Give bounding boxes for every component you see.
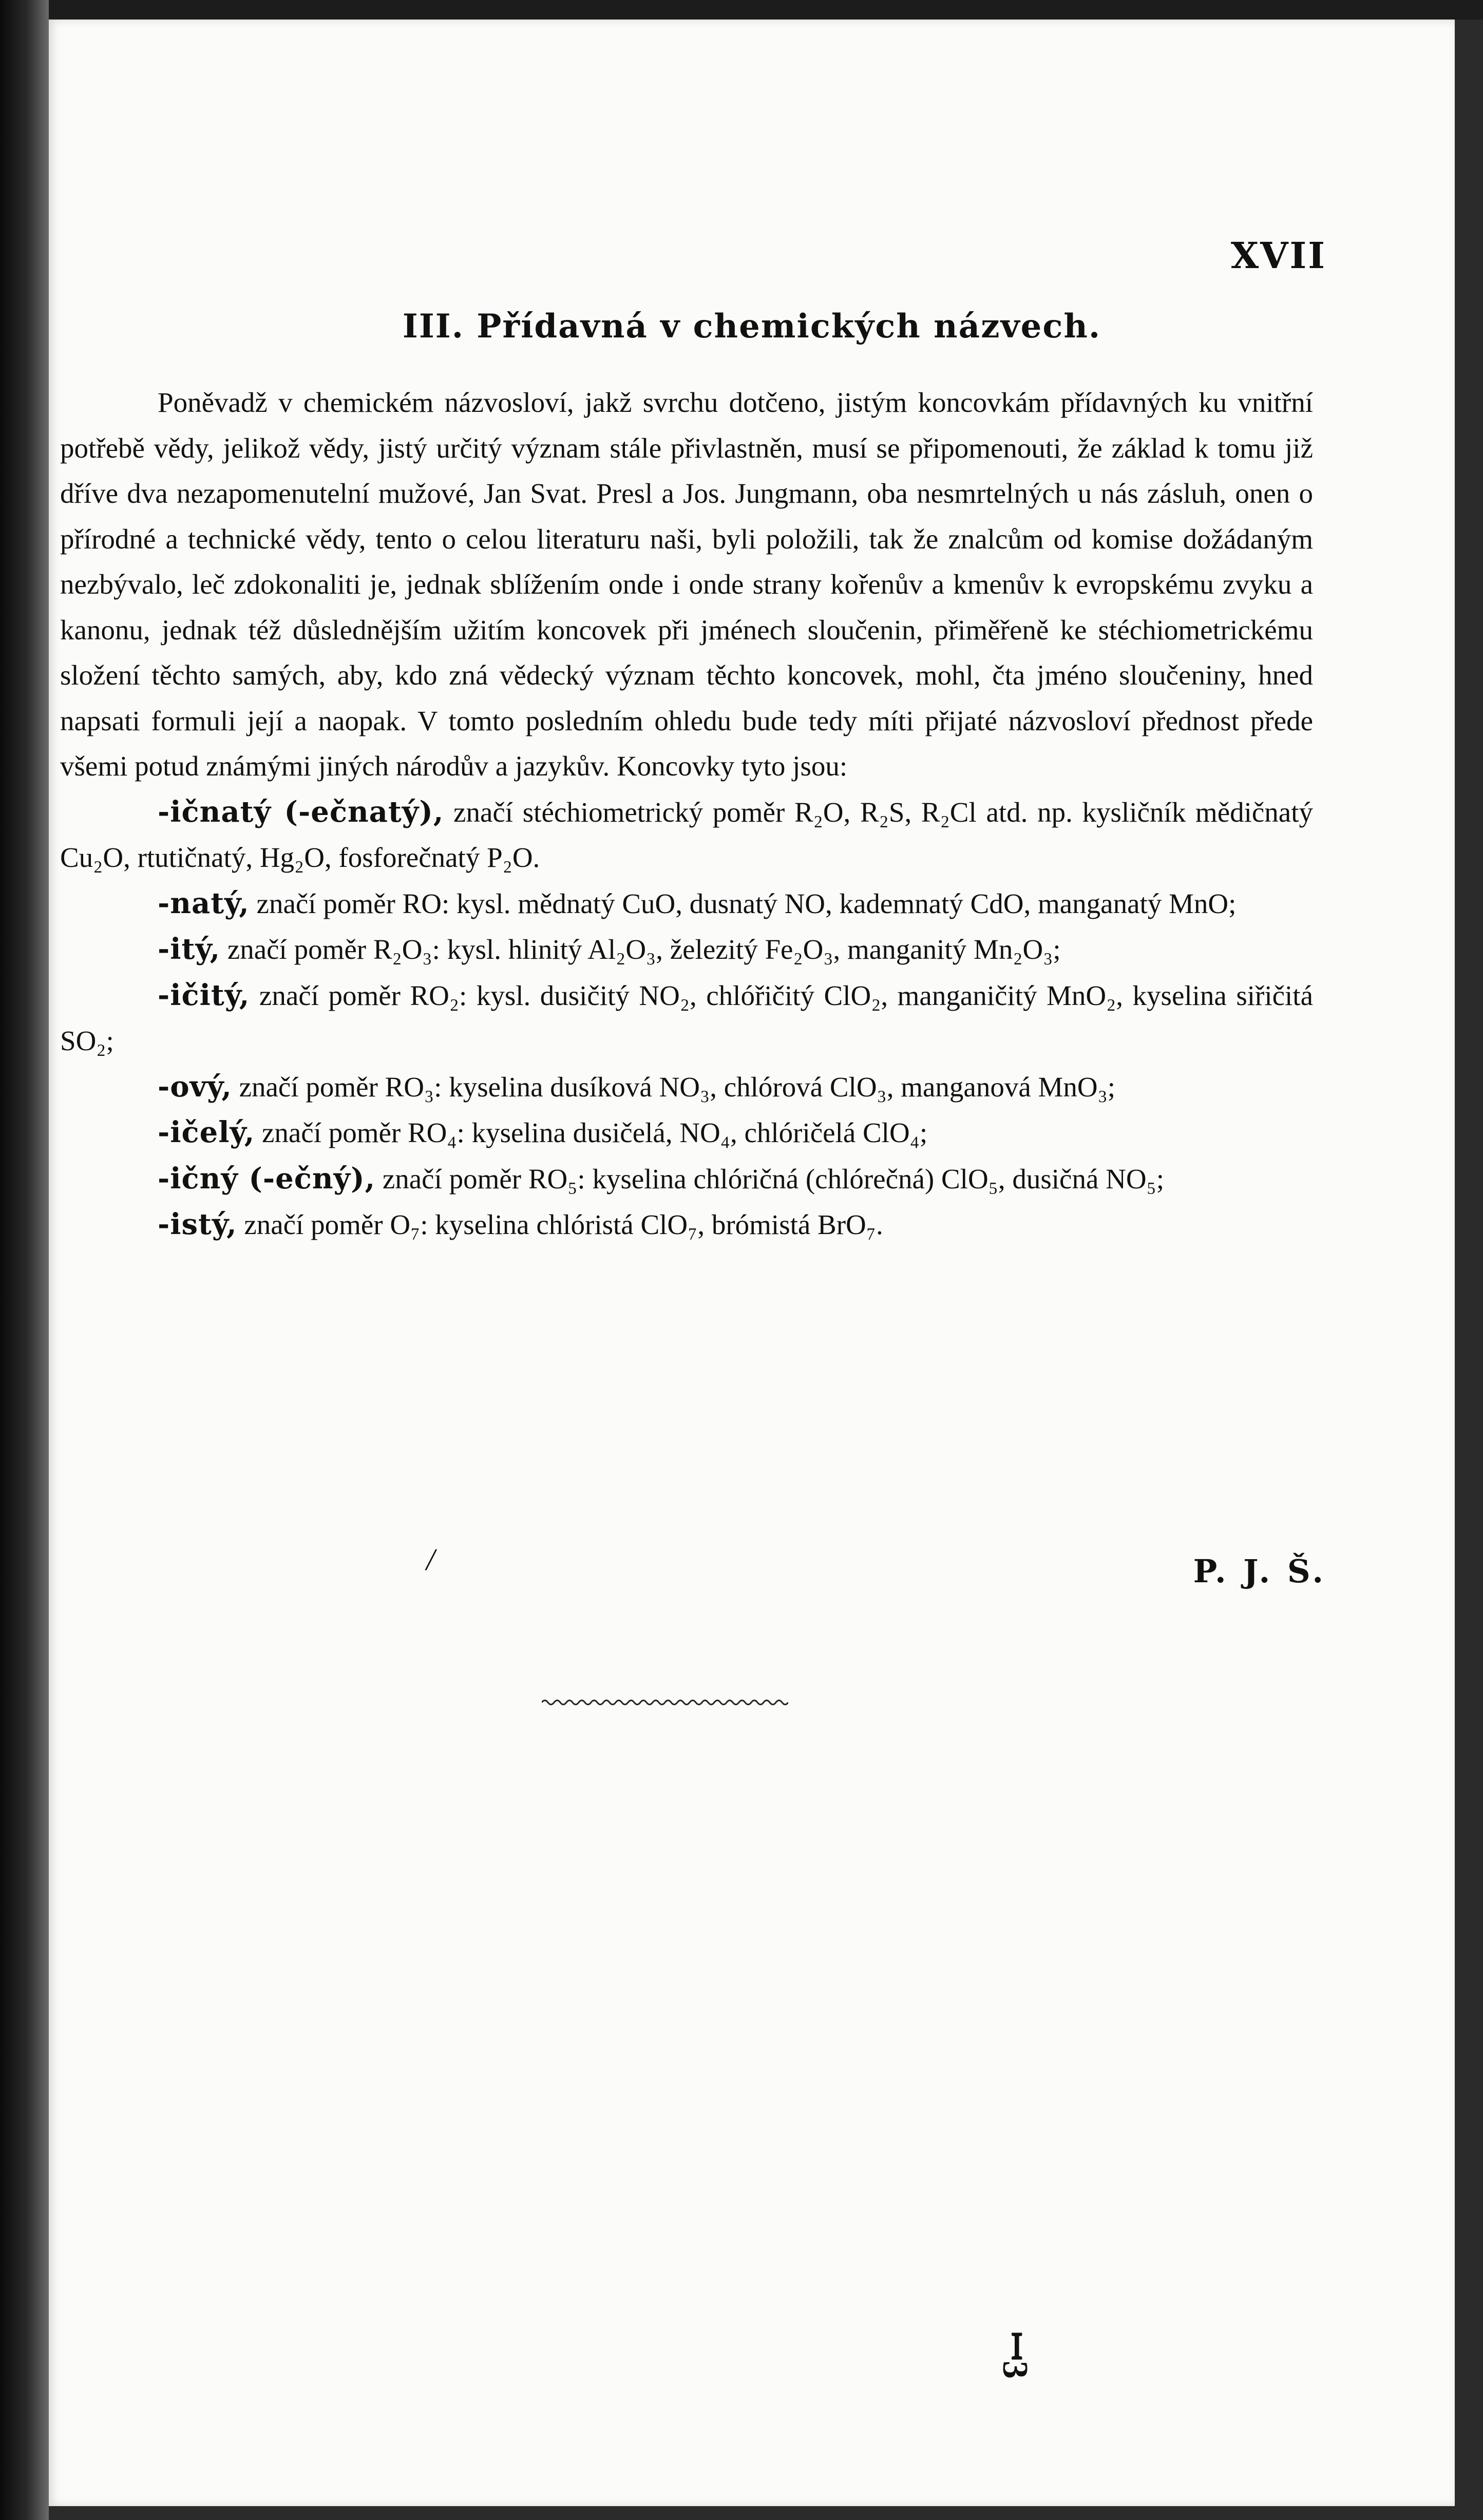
- page-number: XVII: [1230, 234, 1326, 277]
- scan-top-edge: [0, 0, 1483, 20]
- body-text: [60, 380, 1313, 1248]
- ending-suffix: -ový,: [158, 1069, 232, 1104]
- ending-entry: [60, 881, 1313, 927]
- ending-suffix: -ičný (-ečný),: [158, 1161, 376, 1196]
- author-signature: P. J. Š.: [1193, 1552, 1326, 1590]
- section-title: III. Přídavná v chemických názvech.: [402, 307, 1101, 346]
- ending-entry: [60, 1202, 1313, 1248]
- ending-suffix: -ičelý,: [158, 1115, 255, 1149]
- ending-entry: [60, 973, 1313, 1064]
- printer-signature-mark: ꟷ3: [995, 2332, 1035, 2379]
- ending-description: značí poměr O₇: kyselina chlóristá ClO₇, brómistá BrO₇.: [237, 1209, 883, 1240]
- ending-entry: [60, 789, 1313, 881]
- ending-entry: [60, 1064, 1313, 1110]
- ending-entry: [60, 926, 1313, 973]
- book-spine-shadow: [0, 0, 49, 2520]
- ending-description: značí poměr RO: kysl. mědnatý CuO, dusnatý NO, kademnatý CdO, manganatý MnO;: [249, 887, 1237, 919]
- ending-description: značí poměr RO₃: kyselina dusíková NO₃, chlórová ClO₃, manganová MnO₃;: [232, 1071, 1116, 1103]
- ending-description: značí poměr R₂O₃: kysl. hlinitý Al₂O₃, železitý Fe₂O₃, manganitý Mn₂O₃;: [220, 934, 1061, 965]
- ending-description: značí poměr RO₅: kyselina chlóričná (chlórečná) ClO₅, dusičná NO₅;: [375, 1163, 1164, 1195]
- ending-suffix: -istý,: [158, 1207, 237, 1241]
- ending-description: značí stéchiometrický poměr R₂O, R₂S, R₂Cl atd. np. kysličník mědičnatý Cu₂O, rtutičnatý, Hg₂O, fosforečnatý P₂O.: [60, 796, 1313, 873]
- document-page: [49, 20, 1455, 2506]
- ending-suffix: -ičitý,: [158, 978, 250, 1012]
- ending-description: značí poměr RO₂: kysl. dusičitý NO₂, chlóřičitý ClO₂, manganičitý MnO₂, kyselina siřičitá SO₂;: [60, 979, 1313, 1056]
- intro-paragraph: Poněvadž v chemickém názvosloví, jakž svrchu dotčeno, jistým koncovkám přídavných ku vnitřní potřebě vědy, jelikož vědy, jistý určitý význam stále přivlastněn, musí se připomenouti, že základ k tomu již dříve dva nezapomenutelní mužové, Jan Svat. Presl a Jos. Jungmann, oba nesmrtelných u nás zásluh, onen o přírodné a technické vědy, tento o celou literaturu naši, byli položili, tak že znalcům od komise dožádaným nezbývalo, leč zdokonaliti je, jednak sblížením onde i onde strany kořenův a kmenův k evropskému zvyku a kanonu, jednak též důslednějším užitím koncovek při jménech sloučenin, přiměřeně ke stéchiometrickému složení těchto samých, aby, kdo zná vědecký význam těchto koncovek, mohl, čta jméno sloučeniny, hned napsati formuli její a naopak. V tomto posledním ohledu bude tedy míti přijaté názvosloví přednost přede všemi potud známými jiných národův a jazykův. Koncovky tyto jsou:: [60, 387, 1313, 782]
- ending-suffix: -itý,: [158, 932, 221, 966]
- ending-suffix: -ičnatý (-ečnatý),: [158, 794, 444, 829]
- ending-description: značí poměr RO₄: kyselina dusičelá, NO₄, chlóričelá ClO₄;: [255, 1117, 928, 1148]
- tick-mark: /: [426, 1543, 435, 1577]
- ending-entry: [60, 1110, 1313, 1156]
- wavy-rule-divider: [542, 1696, 788, 1709]
- ending-suffix: -natý,: [158, 886, 250, 920]
- ending-entry: [60, 1156, 1313, 1202]
